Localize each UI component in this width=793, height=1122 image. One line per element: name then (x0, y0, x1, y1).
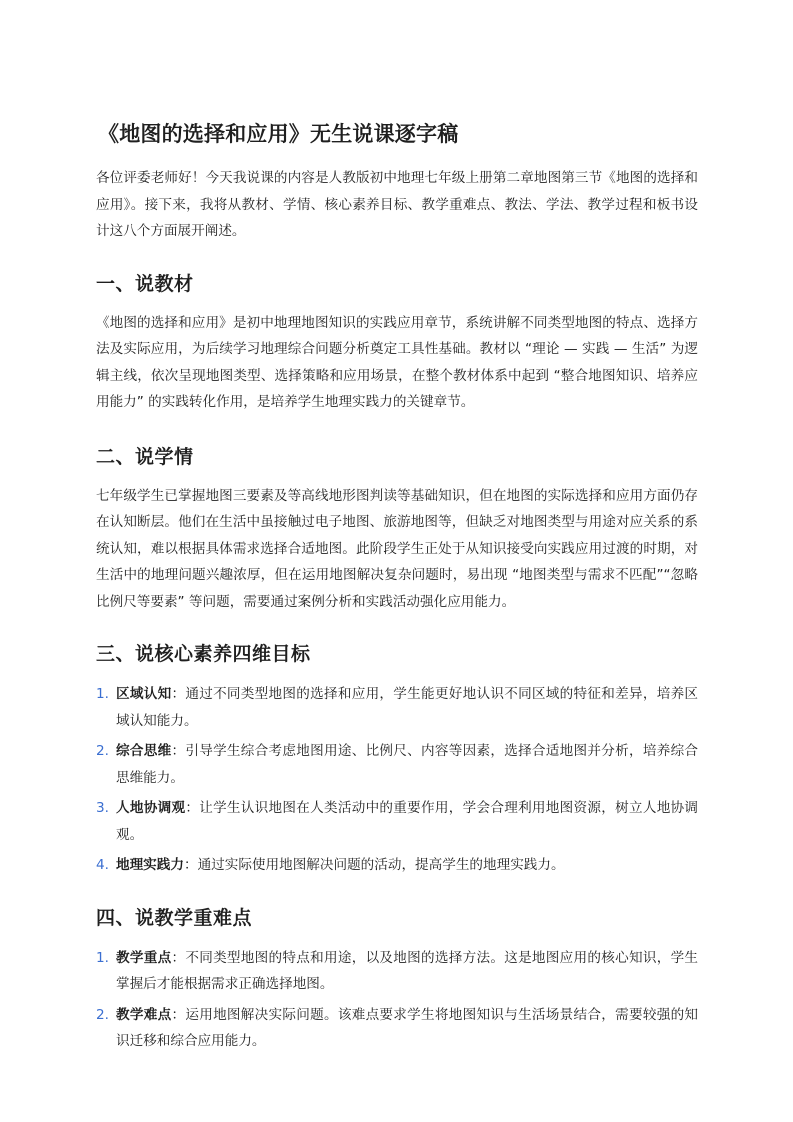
list-term: 教学难点 (116, 1006, 172, 1023)
list-item (96, 1002, 698, 1055)
document-title: 《地图的选择和应用》无生说课逐字稿 (98, 122, 459, 146)
list-number: 2. (96, 1006, 109, 1023)
section-heading-objectives: 三、说核心素养四维目标 (96, 643, 311, 665)
key-points-list (96, 945, 698, 1055)
list-term: 地理实践力 (116, 857, 184, 873)
list-term: 综合思维 (116, 743, 172, 759)
section-body-students: 七年级学生已掌握地图三要素及等高线地形图判读等基础知识，但在地图的实际选择和应用方面仍存在认知断层。他们在生活中虽接触过电子地图、旅游地图等，但缺乏对地图类型与用途对应关系的系统认知，难以根据具体需求选择合适地图。此阶段学生正处于从知识接受向实践应用过渡的时期，对生活中的地理问题兴趣浓厚，但在运用地图解决复杂问题时，易出现 “地图类型与需求不匹配”“忽略比例尺等要素” 等问题，需要通过案例分析和实践活动强化应用能力。 (96, 487, 698, 610)
list-separator: ： (171, 686, 186, 702)
section-heading-key-points: 四、说教学重难点 (96, 906, 253, 929)
list-item (96, 852, 698, 879)
list-item (96, 795, 698, 848)
list-separator: ： (171, 743, 186, 759)
list-text: 引导学生综合考虑地图用途、比例尺、内容等因素，选择合适地图并分析，培养综合思维能力。 (116, 743, 699, 786)
section-heading-textbook: 一、说教材 (96, 272, 194, 295)
intro-paragraph: 各位评委老师好！今天我说课的内容是人教版初中地理七年级上册第二章地图第三节《地图的选择和应用》。接下来，我将从教材、学情、核心素养目标、教学重难点、教法、学法、教学过程和板书设计这八个方面展开阐述。 (96, 170, 698, 239)
list-text: 通过实际使用地图解决问题的活动，提高学生的地理实践力。 (197, 857, 565, 873)
list-number: 3. (96, 800, 109, 816)
list-item (96, 945, 698, 998)
list-item (96, 738, 698, 791)
list-separator: ： (171, 949, 186, 966)
list-text: 运用地图解决实际问题。该难点要求学生将地图知识与生活场景结合，需要较强的知识迁移和综合应用能力。 (116, 1006, 699, 1049)
list-number: 1. (96, 949, 109, 966)
list-text: 通过不同类型地图的选择和应用，学生能更好地认识不同区域的特征和差异，培养区域认知能力。 (116, 686, 699, 729)
list-separator: ： (183, 857, 198, 873)
list-separator: ： (185, 800, 200, 816)
section-body-textbook: 《地图的选择和应用》是初中地理地图知识的实践应用章节，系统讲解不同类型地图的特点、选择方法及实际应用，为后续学习地理综合问题分析奠定工具性基础。教材以 “理论 — 实践 — 生活” 为逻辑主线，依次呈现地图类型、选择策略和应用场景，在整个教材体系中起到 “整合地图知识、培养应用能力” 的实践转化作用，是培养学生地理实践力的关键章节。 (96, 314, 698, 410)
list-number: 1. (96, 686, 109, 702)
list-term: 教学重点 (116, 949, 172, 966)
list-separator: ： (171, 1006, 186, 1023)
list-text: 不同类型地图的特点和用途，以及地图的选择方法。这是地图应用的核心知识，学生掌握后才能根据需求正确选择地图。 (116, 949, 699, 992)
section-heading-students: 二、说学情 (96, 445, 194, 468)
list-number: 2. (96, 743, 109, 759)
objectives-list (96, 681, 698, 879)
list-term: 区域认知 (116, 686, 172, 702)
list-text: 让学生认识地图在人类活动中的重要作用，学会合理利用地图资源，树立人地协调观。 (116, 800, 699, 843)
list-item (96, 681, 698, 734)
list-number: 4. (96, 857, 109, 873)
list-term: 人地协调观 (116, 800, 186, 816)
